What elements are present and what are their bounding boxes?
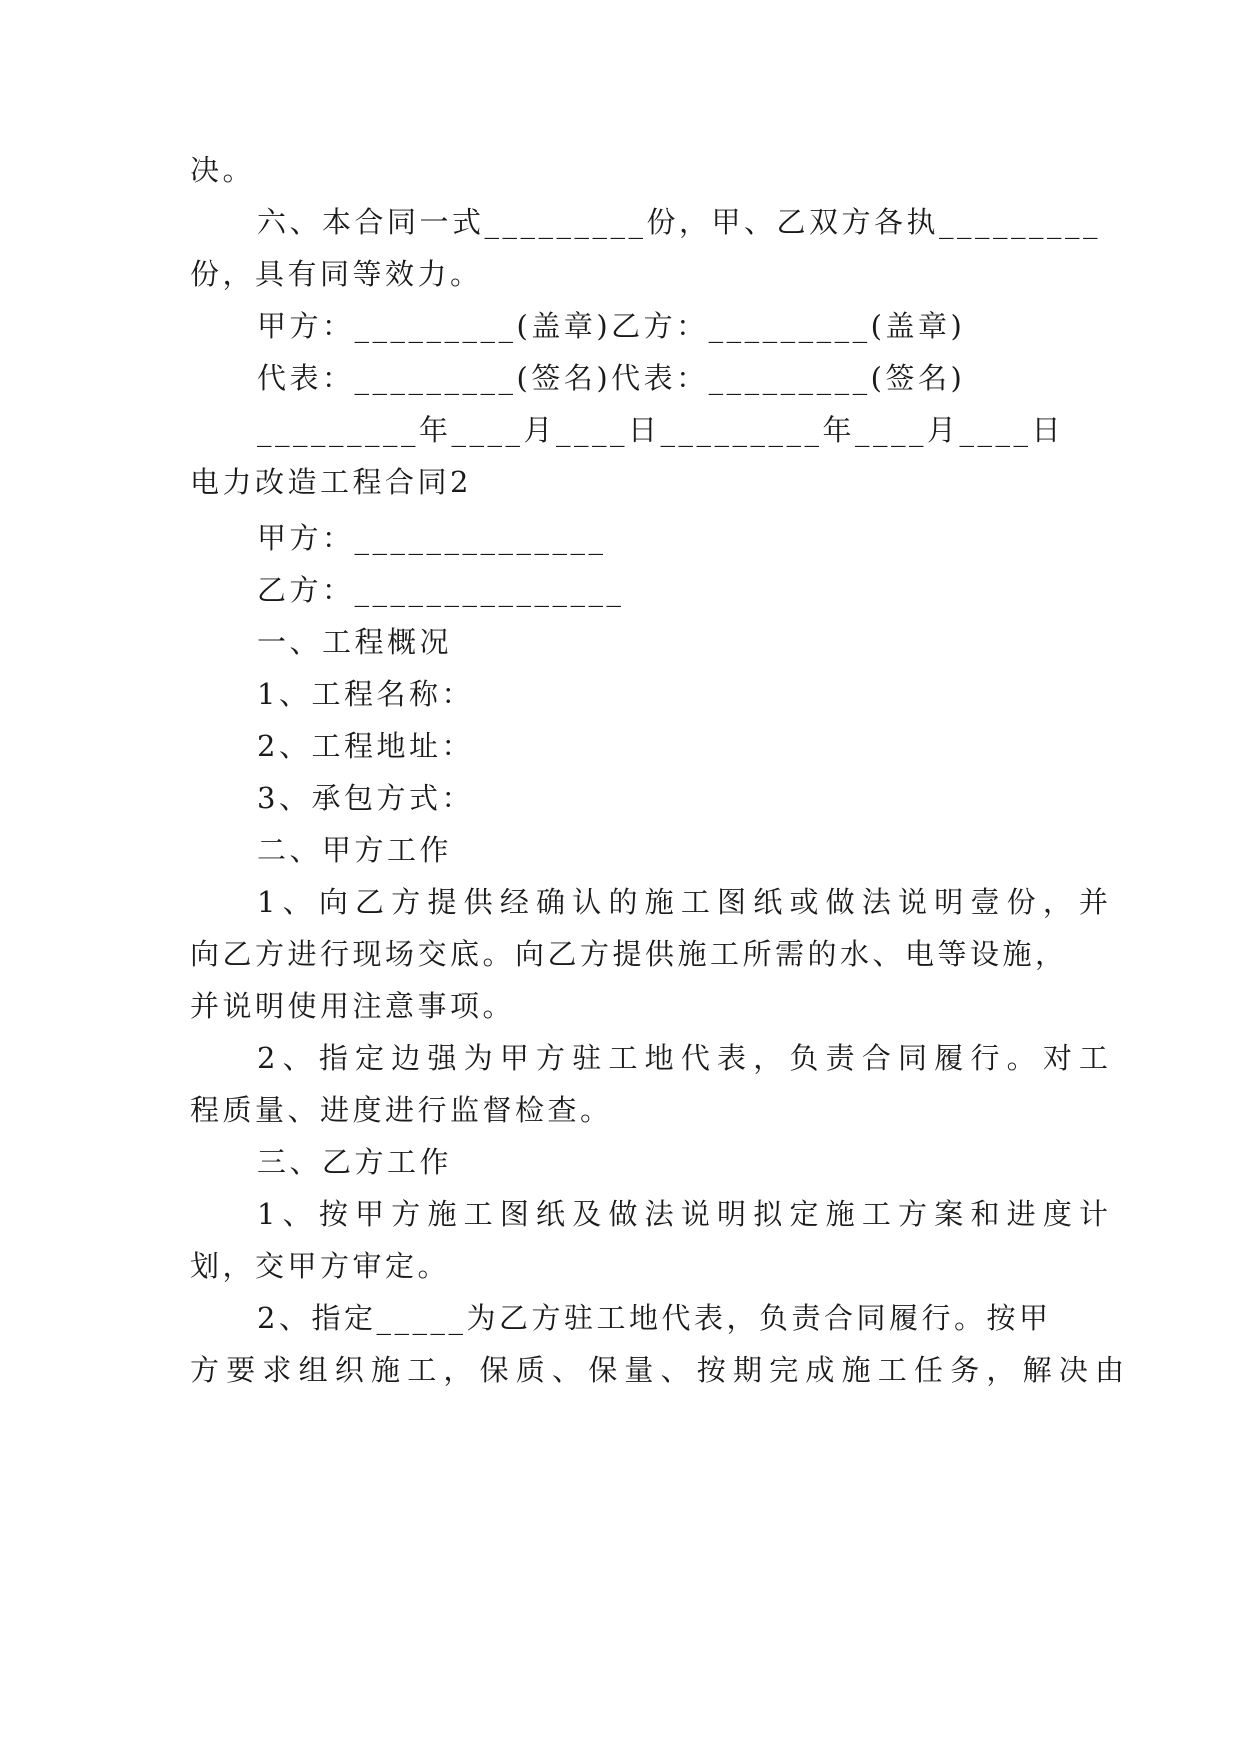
text-line: 2、工程地址： (257, 729, 474, 763)
text-line: 决。 (190, 153, 256, 187)
text-line: 六、本合同一式_________份，甲、乙双方各执_________ (257, 205, 1102, 239)
date-line: _________年____月____日_________年____月____日 (257, 413, 1065, 447)
party-a-line: 甲方：______________ (257, 521, 607, 555)
heading: 一、工程概况 (257, 625, 453, 659)
text-line: 向乙方进行现场交底。向乙方提供施工所需的水、电等设施， (190, 937, 1068, 971)
text-line: 并说明使用注意事项。 (190, 989, 516, 1023)
text-line: 程质量、进度进行监督检查。 (190, 1093, 613, 1127)
heading: 二、甲方工作 (257, 833, 453, 867)
text-line: 方要求组织施工，保质、保量、按期完成施工任务，解决由 (190, 1353, 1132, 1387)
text-line: 1、按甲方施工图纸及做法说明拟定施工方案和进度计 (257, 1197, 1116, 1231)
signature-line-seal: 甲方：_________(盖章)乙方：_________(盖章) (257, 309, 966, 343)
text-line: 1、向乙方提供经确认的施工图纸或做法说明壹份，并 (257, 885, 1116, 919)
text-line: 份，具有同等效力。 (190, 257, 483, 291)
text-line: 2、指定_____为乙方驻工地代表，负责合同履行。按甲 (257, 1301, 1052, 1335)
party-b-line: 乙方：_______________ (257, 573, 625, 607)
text-line: 划，交甲方审定。 (190, 1249, 451, 1283)
text-line: 1、工程名称： (257, 677, 474, 711)
heading: 三、乙方工作 (257, 1145, 453, 1179)
signature-line-sign: 代表：_________(签名)代表：_________(签名) (257, 361, 966, 395)
section-title: 电力改造工程合同2 (190, 465, 472, 499)
text-line: 3、承包方式： (257, 781, 474, 815)
text-line: 2、指定边强为甲方驻工地代表，负责合同履行。对工 (257, 1041, 1116, 1075)
